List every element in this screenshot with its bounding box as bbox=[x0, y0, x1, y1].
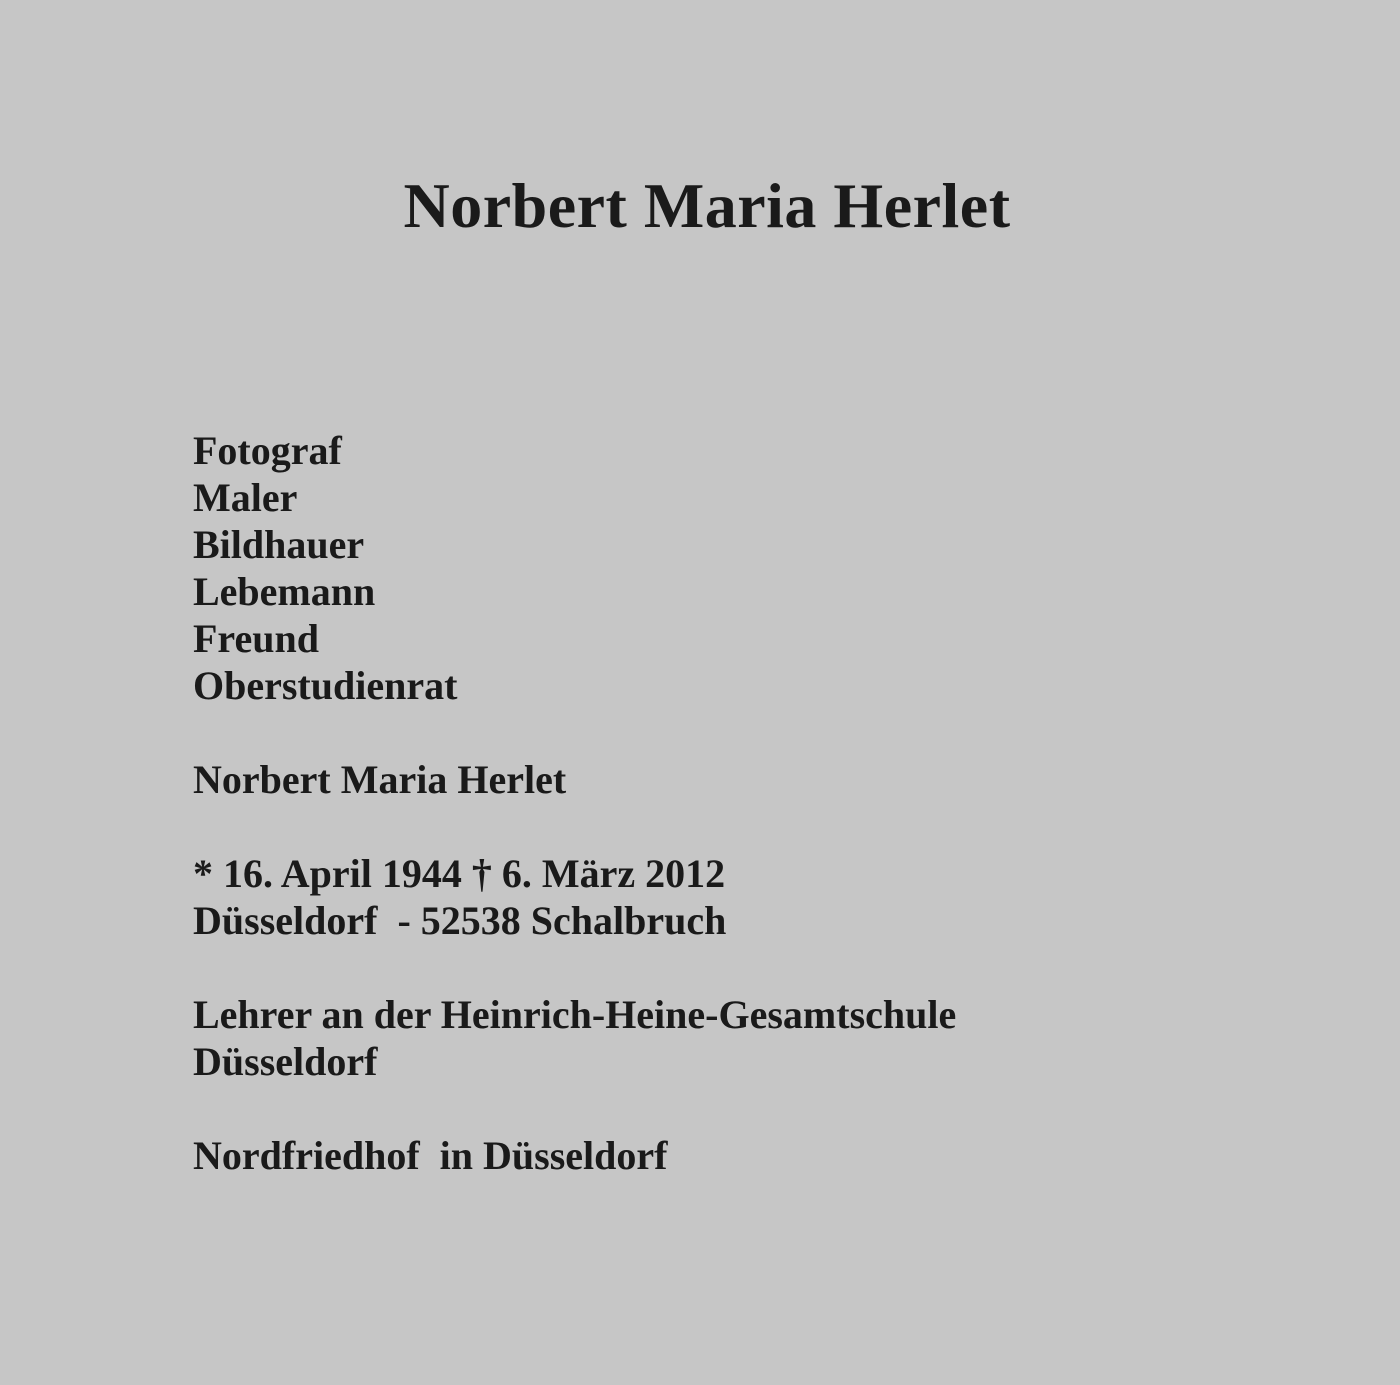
role-item: Maler bbox=[193, 475, 298, 520]
life-places: Düsseldorf - 52538 Schalbruch bbox=[193, 898, 727, 943]
role-item: Oberstudienrat bbox=[193, 663, 458, 708]
role-item: Fotograf bbox=[193, 428, 342, 473]
burial-place: Nordfriedhof in Düsseldorf bbox=[193, 1133, 668, 1178]
teacher-line-2: Düsseldorf bbox=[193, 1039, 378, 1084]
life-dates: * 16. April 1944 † 6. März 2012 bbox=[193, 851, 726, 896]
role-item: Lebemann bbox=[193, 569, 376, 614]
full-name: Norbert Maria Herlet bbox=[193, 757, 567, 802]
page-title: Norbert Maria Herlet bbox=[403, 170, 1011, 241]
spacer bbox=[193, 803, 1293, 850]
role-item: Freund bbox=[193, 616, 319, 661]
teacher-line-1: Lehrer an der Heinrich-Heine-Gesamtschule bbox=[193, 992, 957, 1037]
roles-list bbox=[193, 427, 1293, 709]
spacer bbox=[193, 944, 1293, 991]
document-body bbox=[193, 427, 1293, 1179]
role-item: Bildhauer bbox=[193, 522, 365, 567]
spacer bbox=[193, 709, 1293, 756]
spacer bbox=[193, 1085, 1293, 1132]
